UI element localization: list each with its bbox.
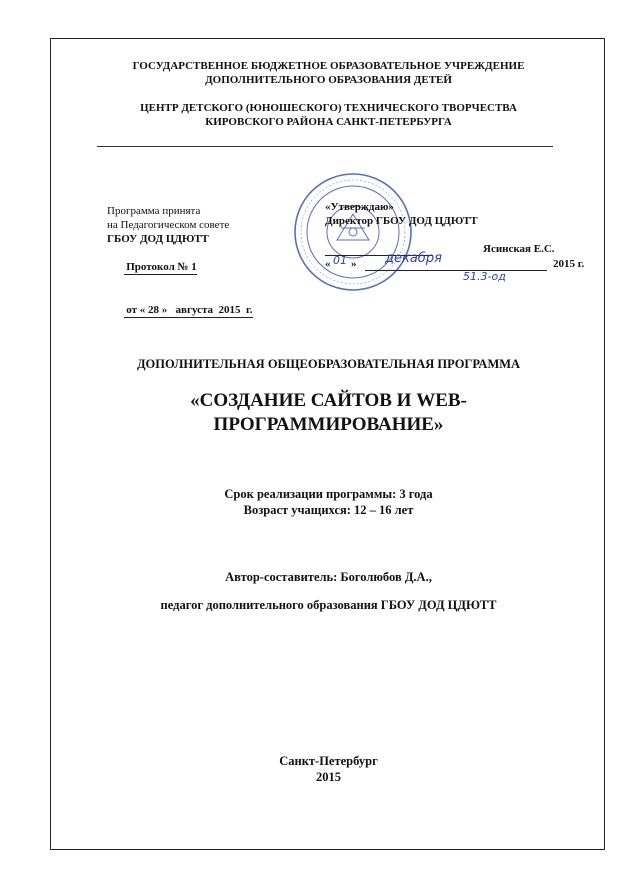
program-author: Автор-составитель: Боголюбов Д.А., [225,570,432,584]
program-type: ДОПОЛНИТЕЛЬНАЯ ОБЩЕОБРАЗОВАТЕЛЬНАЯ ПРОГРАММА [136,357,521,371]
program-author-role: педагог дополнительного образования ГБОУ ДОД ЦДЮТТ [160,598,497,612]
approved-ref-row [325,272,585,286]
date-day-handwritten: 01 [333,254,347,267]
approved-line-2: Директор ГБОУ ДОД ЦДЮТТ [325,215,478,227]
signer-name: Ясинская Е.С. [483,243,555,255]
program-title-line-1: «СОЗДАНИЕ САЙТОВ И WEB- [190,390,467,411]
approved-spacer [325,228,585,242]
order-ref-handwritten: 51.3-од [463,270,506,283]
accepted-line-1: Программа принята [107,205,201,217]
accepted-line-3: ГБОУ ДОД ЦДЮТТ [107,233,209,245]
approved-block [325,200,585,286]
protocol-number: Протокол № 1 [123,261,197,273]
city: Санкт-Петербург [279,754,378,768]
program-meta [51,486,606,518]
header-divider [97,146,553,147]
protocol-date: от « 28 » августа 2015 г. [123,304,253,316]
header-line-1: ГОСУДАРСТВЕННОЕ БЮДЖЕТНОЕ ОБРАЗОВАТЕЛЬНОЕ УЧРЕЖДЕНИЕ [132,60,525,72]
program-duration: Срок реализации программы: 3 года [224,487,433,501]
header-line-3: ЦЕНТР ДЕТСКОГО (ЮНОШЕСКОГО) ТЕХНИЧЕСКОГО ТВОРЧЕСТВА [140,102,517,114]
approved-year: 2015 г. [553,258,585,270]
date-month-handwritten: декабря [385,251,442,266]
program-title [51,389,606,437]
date-line [365,256,547,271]
approved-line-1: «Утверждаю» [325,201,394,213]
accepted-block [107,204,253,332]
date-open-quote: « [325,258,331,270]
year: 2015 [316,770,341,784]
accepted-line-2: на Педагогическом совете [107,219,230,231]
accepted-date [107,289,253,332]
header-line-4: КИРОВСКОГО РАЙОНА САНКТ-ПЕТЕРБУРГА [205,116,452,128]
approved-date-row [325,251,585,272]
program-age: Возраст учащихся: 12 – 16 лет [243,503,414,517]
header-line-2: ДОПОЛНИТЕЛЬНОГО ОБРАЗОВАНИЯ ДЕТЕЙ [205,74,452,86]
approved-signature-row [325,242,585,256]
document-page [50,38,605,850]
accepted-protocol [107,246,253,289]
program-title-line-2: ПРОГРАММИРОВАНИЕ» [213,414,444,435]
date-close-quote: » [351,258,357,270]
document-footer [51,753,606,785]
